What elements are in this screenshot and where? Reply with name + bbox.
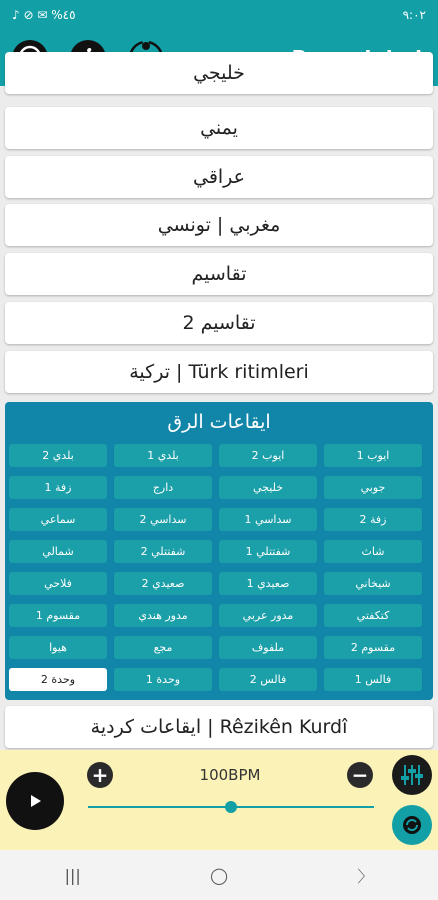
riq-rhythm-button[interactable]: سماعي bbox=[9, 508, 107, 531]
riq-rhythm-button[interactable]: بلدي 1 bbox=[114, 444, 212, 467]
riq-rhythm-button[interactable]: مدور عربي bbox=[219, 604, 317, 627]
riq-rhythm-button[interactable]: مدور هندي bbox=[114, 604, 212, 627]
riq-rhythm-button[interactable]: فلاحي bbox=[9, 572, 107, 595]
riq-rhythm-button[interactable]: شاث bbox=[324, 540, 422, 563]
riq-rhythm-button[interactable]: بلدي 2 bbox=[9, 444, 107, 467]
mixer-icon bbox=[398, 761, 426, 789]
riq-rhythm-button[interactable]: جوبي bbox=[324, 476, 422, 499]
riq-title: ايقاعات الرق bbox=[167, 411, 271, 433]
riq-rhythm-button[interactable]: ملفوف bbox=[219, 636, 317, 659]
loop-icon bbox=[400, 813, 424, 837]
list-item-turkish[interactable]: Türk ritimleri | تركية bbox=[5, 351, 433, 393]
play-icon bbox=[26, 792, 44, 810]
list-item-taqasim[interactable]: تقاسيم bbox=[5, 253, 433, 295]
tempo-slider-thumb[interactable] bbox=[225, 801, 237, 813]
status-icons: ♪ ⊘ ✉ %٤٥ bbox=[12, 8, 76, 22]
riq-rhythm-button[interactable]: فالس 2 bbox=[219, 668, 317, 691]
riq-rhythm-button[interactable]: خليجي bbox=[219, 476, 317, 499]
home-button[interactable]: ◯ bbox=[210, 865, 229, 885]
back-button[interactable]: 〉 bbox=[357, 866, 374, 886]
riq-rhythm-button[interactable]: مقسوم 2 bbox=[324, 636, 422, 659]
riq-rhythm-button[interactable]: مقسوم 1 bbox=[9, 604, 107, 627]
list-item-kurdish[interactable]: Rêzikên Kurdî | ايقاعات كردية bbox=[5, 706, 433, 748]
recents-button[interactable]: ||| bbox=[64, 865, 81, 885]
list-item-yemeni[interactable]: يمني bbox=[5, 107, 433, 149]
mixer-button[interactable] bbox=[392, 755, 432, 795]
tempo-decrease-button[interactable]: − bbox=[347, 762, 373, 788]
riq-rhythm-button[interactable]: صعيدي 2 bbox=[114, 572, 212, 595]
riq-rhythm-button[interactable]: شفتتلي 2 bbox=[114, 540, 212, 563]
riq-rhythm-button[interactable]: شمالي bbox=[9, 540, 107, 563]
riq-rhythms-panel bbox=[5, 402, 433, 700]
tempo-increase-button[interactable]: + bbox=[87, 762, 113, 788]
riq-rhythm-button[interactable]: شيخاني bbox=[324, 572, 422, 595]
list-item-iraqi[interactable]: عراقي bbox=[5, 156, 433, 198]
riq-rhythm-button[interactable]: ايوب 1 bbox=[324, 444, 422, 467]
bpm-readout: 100BPM bbox=[199, 766, 261, 784]
riq-rhythm-button[interactable]: وحدة 1 bbox=[114, 668, 212, 691]
riq-rhythm-button[interactable]: هيوا bbox=[9, 636, 107, 659]
riq-rhythm-button[interactable]: دارج bbox=[114, 476, 212, 499]
list-item-taqasim-2[interactable]: تقاسيم 2 bbox=[5, 302, 433, 344]
riq-rhythm-button[interactable]: مجع bbox=[114, 636, 212, 659]
riq-rhythm-button[interactable]: كتكفتي bbox=[324, 604, 422, 627]
list-item-maghrebi[interactable]: مغربي | تونسي bbox=[5, 204, 433, 246]
player-panel bbox=[0, 750, 438, 850]
riq-rhythm-button[interactable]: زفة 2 bbox=[324, 508, 422, 531]
riq-rhythm-button[interactable]: ايوب 2 bbox=[219, 444, 317, 467]
status-bar bbox=[0, 0, 438, 30]
riq-rhythm-button[interactable]: صعيدي 1 bbox=[219, 572, 317, 595]
clock: ٩:٠٢ bbox=[402, 8, 426, 22]
list-item-khaleeji[interactable]: خليجي bbox=[5, 52, 433, 94]
status-icons-left bbox=[12, 8, 76, 22]
riq-rhythm-button[interactable]: زفة 1 bbox=[9, 476, 107, 499]
riq-rhythm-button[interactable]: وحدة 2 bbox=[9, 668, 107, 691]
riq-rhythm-button[interactable]: سداسي 2 bbox=[114, 508, 212, 531]
riq-rhythm-button[interactable]: سداسي 1 bbox=[219, 508, 317, 531]
status-icons-right bbox=[403, 8, 426, 22]
system-nav-bar bbox=[0, 850, 438, 900]
play-button[interactable] bbox=[6, 772, 64, 830]
riq-rhythm-button[interactable]: شفتتلي 1 bbox=[219, 540, 317, 563]
loop-button[interactable] bbox=[392, 805, 432, 845]
riq-rhythm-button[interactable]: فالس 1 bbox=[324, 668, 422, 691]
